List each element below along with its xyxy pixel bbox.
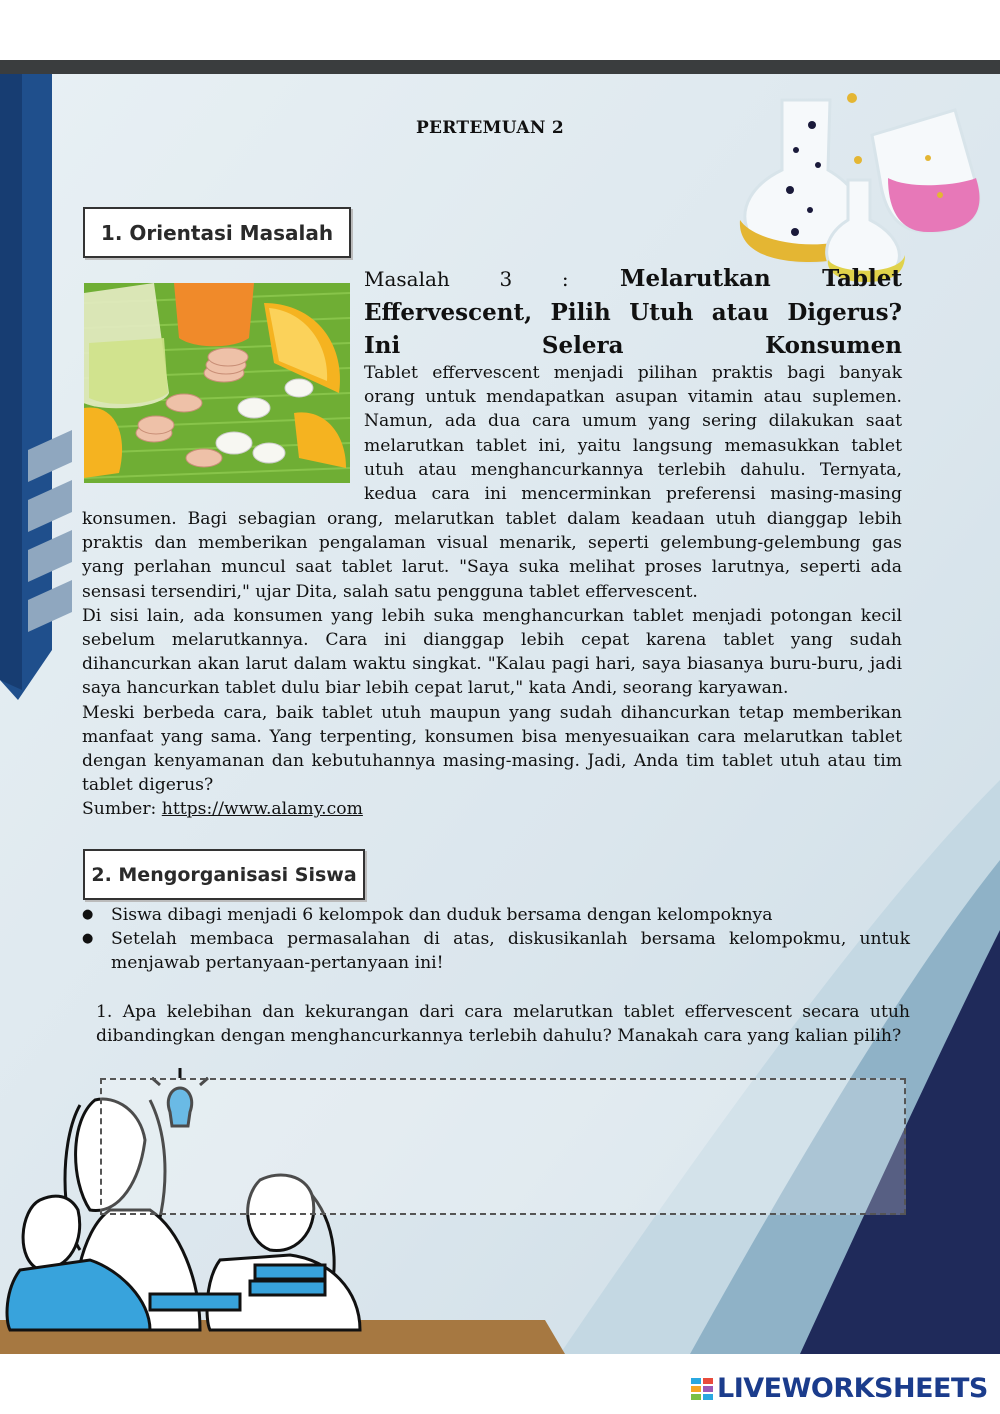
paragraph-3-text: Meski berbeda cara, baik tablet utuh maupun yang sudah dihancurkan tetap memberikan manfaat yang sama. Yang terpenting, konsumen bisa menyesuaikan cara melarutkan tablet dengan kenyamanan dan kebutuhannya masing-masing. Jadi, Anda tim tablet utuh atau tim tablet digerus?: [82, 702, 902, 796]
section-1-label: 1. Orientasi Masalah: [83, 207, 351, 258]
section-2-label: 2. Mengorganisasi Siswa: [83, 849, 365, 900]
brand-text: LIVEWORKSHEETS: [717, 1373, 988, 1404]
paragraph-2-text: Di sisi lain, ada konsumen yang lebih suka menghancurkan tablet menjadi potongan kecil sebelum melarutkannya. Cara ini dianggap lebih cepat karena tablet yang sudah dihancurkan akan larut dalam waktu singkat. "Kalau pagi hari, saya biasanya buru-buru, jadi saya hancurkan tablet dulu biar lebih cepat larut," kata Andi, seorang karyawan.: [82, 605, 902, 699]
question-1: 1. Apa kelebihan dan kekurangan dari cara melarutkan tablet effervescent secara utuh dibandingkan dengan menghancurkannya terlebih dahulu? Manakah cara yang kalian pilih?: [96, 1002, 910, 1047]
answer-1-input[interactable]: [100, 1078, 906, 1215]
instructions-list: [82, 903, 910, 976]
source-line: [82, 797, 902, 821]
article-paragraph-1a: [364, 361, 902, 506]
effervescent-photo: [84, 283, 350, 483]
problem-headline: [364, 262, 902, 362]
liveworksheets-icon: [690, 1377, 714, 1401]
source-label: Sumber:: [82, 799, 162, 820]
headline-text: Melarutkan Tablet Effervescent, Pilih Utuh atau Digerus? Ini Selera Konsumen: [364, 265, 902, 359]
source-link[interactable]: https://www.alamy.com: [161, 799, 363, 820]
liveworksheets-logo: [690, 1373, 988, 1404]
list-item: ● Setelah membaca permasalahan di atas, diskusikanlah bersama kelompokmu, untuk menjawab pertanyaan-pertanyaan ini!: [82, 927, 910, 975]
headline-prefix: Masalah 3 :: [364, 267, 569, 291]
list-item: ● Siswa dibagi menjadi 6 kelompok dan duduk bersama dengan kelompoknya: [82, 903, 910, 927]
page-title: PERTEMUAN 2: [415, 118, 565, 138]
paragraph-1a-text: Tablet effervescent menjadi pilihan praktis bagi banyak orang untuk mendapatkan asupan vitamin atau suplemen. Namun, ada dua cara umum yang sering dilakukan saat melarutkan tablet ini, yaitu langsung memasukkan tablet utuh atau menghancurkannya terlebih dahulu. Ternyata, kedua cara ini mencerminkan preferensi masing-masing: [364, 363, 902, 505]
paragraph-1b-text: konsumen. Bagi sebagian orang, melarutkan tablet dalam keadaan utuh dianggap lebih praktis dan memberikan pengalaman visual menarik, seperti gelembung-gelembung gas yang perlahan muncul saat tablet larut. "Saya suka melihat proses larutnya, seperti ada sensasi tersendiri," ujar Dita, salah satu pengguna tablet effervescent.: [82, 509, 902, 602]
article-body: [82, 507, 902, 822]
